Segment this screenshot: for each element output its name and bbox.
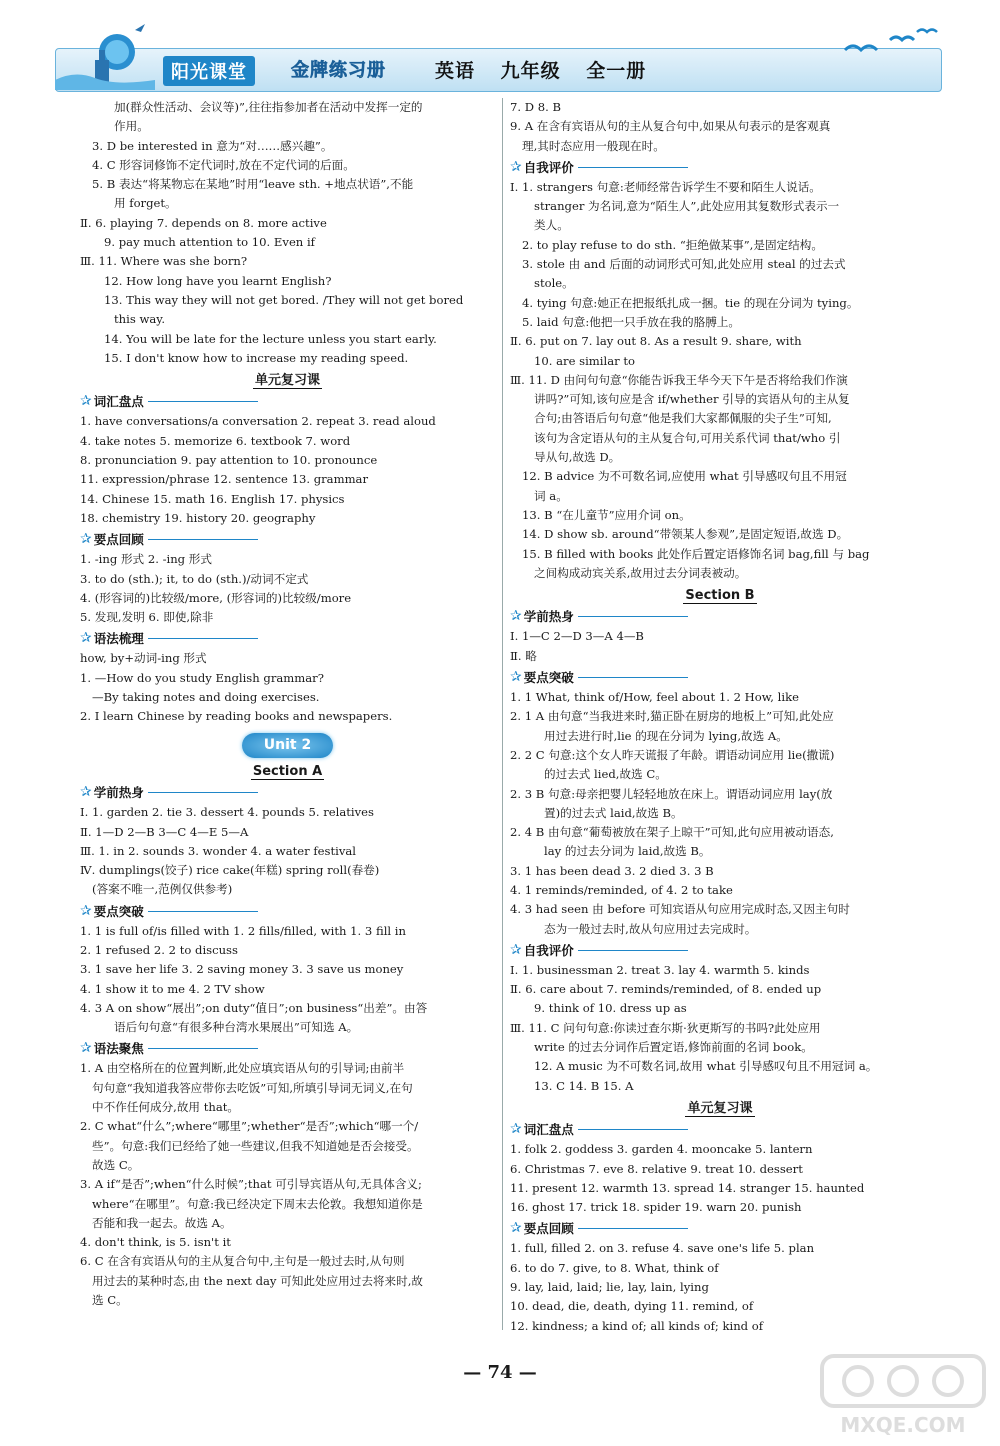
section-heading-label: 语法聚焦 xyxy=(93,1041,144,1057)
answer-line: how, by+动词-ing 形式 xyxy=(80,651,207,666)
answer-line: 1. have conversations/a conversation 2. repeat 3. read aloud xyxy=(80,414,436,429)
answer-line: 2. 4 B 由句意“葡萄被放在架子上晾干”可知,此句应用被动语态, xyxy=(510,825,834,840)
star-icon: ✰ xyxy=(510,158,522,175)
answer-line: 6. Christmas 7. eve 8. relative 9. treat 10. dessert xyxy=(510,1161,803,1176)
answer-line: 2. to play refuse to do sth. “拒绝做某事”,是固定结构。 xyxy=(522,237,823,252)
section-heading xyxy=(80,392,495,411)
answer-line: 5. B 表达“将某物忘在某地”时用“leave sth. +地点状语”,不能 xyxy=(92,177,414,192)
subsection-title xyxy=(80,371,495,390)
section-heading-label: 自我评价 xyxy=(523,942,574,958)
answer-line: 3. 1 save her life 3. 2 saving money 3. 3 save us money xyxy=(80,962,404,977)
unit-badge xyxy=(80,733,495,758)
answer-line: 作用。 xyxy=(114,119,149,134)
answer-line: 5. 发现,发明 6. 即使,除非 xyxy=(80,610,214,625)
answer-line: 合句;由答语后句句意“他是我们大家都佩服的尖子生”可知, xyxy=(534,411,832,426)
answer-line: 用过去的某种时态,由 the next day 可知此处应用过去将来时,故 xyxy=(92,1273,423,1288)
watermark-logo-icon xyxy=(818,1352,988,1438)
answer-line: Ⅱ. 1—D 2—B 3—C 4—E 5—A xyxy=(80,824,249,839)
answer-line: 8. pronunciation 9. pay attention to 10. pronounce xyxy=(80,453,378,468)
answer-line: 13. This way they will not get bored. /They will not get bored xyxy=(104,292,464,307)
answer-line: Ⅲ. 11. C 问句句意:你读过查尔斯·狄更斯写的书吗?此处应用 xyxy=(510,1020,821,1035)
answer-line: 9. pay much attention to 10. Even if xyxy=(104,235,315,250)
star-icon: ✰ xyxy=(80,784,92,801)
lighthouse-illustration-icon xyxy=(55,20,155,90)
page-number: — 74 — xyxy=(463,1362,537,1383)
answer-line: 态为一般过去时,故从句应用过去完成时。 xyxy=(544,921,757,936)
subsection-title-label: Section A xyxy=(252,763,323,779)
answer-line: 故选 C。 xyxy=(92,1157,140,1172)
answer-line: Ⅰ. 1. businessman 2. treat 3. lay 4. warmth 5. kinds xyxy=(510,962,810,977)
subsection-title xyxy=(80,762,495,781)
answer-line: 选 C。 xyxy=(92,1293,128,1308)
answer-line: 4. C 形容词修饰不定代词时,放在不定代词的后面。 xyxy=(92,157,355,172)
section-heading xyxy=(80,629,495,648)
answer-line: 16. ghost 17. trick 18. spider 19. warn 20. punish xyxy=(510,1200,802,1215)
answer-line: Ⅳ. dumplings(饺子) rice cake(年糕) spring roll(春卷) xyxy=(80,863,380,878)
section-heading xyxy=(510,158,930,177)
heading-underline xyxy=(578,167,688,168)
answer-line: 3. 1 has been dead 3. 2 died 3. 3 B xyxy=(510,863,714,878)
section-heading-label: 要点突破 xyxy=(523,669,574,685)
answer-line: 句句意“我知道我答应带你去吃饭”可知,所填引导词无词义,在句 xyxy=(92,1080,413,1095)
column-divider xyxy=(502,98,503,1330)
heading-underline xyxy=(148,911,258,912)
right-column xyxy=(510,98,930,1336)
answer-line: stranger 为名词,意为“陌生人”,此处应用其复数形式表示一 xyxy=(534,199,840,214)
answer-line: Ⅱ. 6. put on 7. lay out 8. As a result 9. share, with xyxy=(510,334,802,349)
section-heading-label: 词汇盘点 xyxy=(93,394,144,410)
brand-name: 阳光课堂 xyxy=(163,56,255,86)
star-icon: ✰ xyxy=(510,1121,522,1138)
answer-line: 12. A music 为不可数名词,故用 what 引导感叹句且不用冠词 a。 xyxy=(534,1059,878,1074)
section-heading-label: 要点回顾 xyxy=(93,532,144,548)
answer-line: 的过去式 lied,故选 C。 xyxy=(544,767,667,782)
answer-line: 9. lay, laid, laid; lie, lay, lain, lying xyxy=(510,1280,709,1295)
star-icon: ✰ xyxy=(510,608,522,625)
answer-line: Ⅲ. 11. Where was she born? xyxy=(80,254,248,269)
answer-line: 7. D 8. B xyxy=(510,100,561,114)
subsection-title-label: 单元复习课 xyxy=(687,1100,753,1116)
unit-badge-label: Unit 2 xyxy=(242,733,333,758)
star-icon: ✰ xyxy=(510,941,522,958)
answer-line: 14. You will be late for the lecture unless you start early. xyxy=(104,331,437,346)
left-column xyxy=(80,98,495,1310)
answer-line: 该句为含定语从句的主从复合句,可用关系代词 that/who 引 xyxy=(534,430,841,445)
answer-line: Ⅰ. 1. garden 2. tie 3. dessert 4. pounds 5. relatives xyxy=(80,805,374,820)
answer-line: 11. present 12. warmth 13. spread 14. stranger 15. haunted xyxy=(510,1180,865,1195)
star-icon: ✰ xyxy=(80,902,92,919)
subsection-title xyxy=(510,1099,930,1118)
answer-line: 3. D be interested in 意为“对……感兴趣”。 xyxy=(92,138,333,153)
star-icon: ✰ xyxy=(80,393,92,410)
section-heading xyxy=(510,668,930,687)
answer-line: 3. to do (sth.); it, to do (sth.)/动词不定式 xyxy=(80,571,309,586)
section-heading-label: 学前热身 xyxy=(93,785,144,801)
star-icon: ✰ xyxy=(510,668,522,685)
answer-line: Ⅰ. 1—C 2—D 3—A 4—B xyxy=(510,629,644,644)
answer-line: 4. 1 reminds/reminded, of 4. 2 to take xyxy=(510,882,733,897)
heading-underline xyxy=(148,638,258,639)
heading-underline xyxy=(578,677,688,678)
answer-line: 用 forget。 xyxy=(114,196,177,211)
answer-line: 讲吗?”可知,该句应是含 if/whether 引导的宾语从句的主从复 xyxy=(534,392,850,407)
heading-underline xyxy=(148,539,258,540)
heading-underline xyxy=(578,1129,688,1130)
answer-line: 1. 1 is full of/is filled with 1. 2 fills/filled, with 1. 3 fill in xyxy=(80,923,406,938)
subsection-title-label: 单元复习课 xyxy=(254,373,320,389)
answer-line: 1. full, filled 2. on 3. refuse 4. save one's life 5. plan xyxy=(510,1241,815,1256)
section-heading-label: 要点突破 xyxy=(93,903,144,919)
section-heading-label: 语法梳理 xyxy=(93,631,144,647)
star-icon: ✰ xyxy=(80,531,92,548)
answer-line: 9. A 在含有宾语从句的主从复合句中,如果从句表示的是客观真 xyxy=(510,119,831,134)
heading-underline xyxy=(578,950,688,951)
answer-line: 中不作任何成分,故用 that。 xyxy=(92,1100,240,1115)
answer-line: 些”。句意:我们已经给了她一些建议,但我不知道她是否会接受。 xyxy=(92,1138,419,1153)
answer-line: 4. 1 show it to me 4. 2 TV show xyxy=(80,981,265,996)
star-icon: ✰ xyxy=(510,1220,522,1237)
answer-line: 词 a。 xyxy=(534,488,568,503)
answer-line: 18. chemistry 19. history 20. geography xyxy=(80,510,316,525)
section-heading xyxy=(80,902,495,921)
answer-line: 13. B “在儿童节”应用介词 on。 xyxy=(522,507,691,522)
answer-line: 3. A if“是否”;when“什么时候”;that 可引导宾语从句,无具体含义; xyxy=(80,1177,422,1192)
answer-line: 类人。 xyxy=(534,218,569,233)
answer-line: 4. (形容词的)比较级/more, (形容词的)比较级/more xyxy=(80,590,352,605)
section-heading xyxy=(80,783,495,802)
answer-line: 2. C what“什么”;where“哪里”;whether“是否”;which“哪一个/ xyxy=(80,1119,419,1134)
answer-line: 4. 3 A on show“展出”;on duty“值日”;on business“出差”。由答 xyxy=(80,1000,428,1015)
heading-underline xyxy=(148,401,258,402)
answer-line: 2. I learn Chinese by reading books and newspapers. xyxy=(80,709,393,724)
answer-line: 14. Chinese 15. math 16. English 17. physics xyxy=(80,491,345,506)
answer-line: Ⅱ. 略 xyxy=(510,648,537,663)
section-heading xyxy=(80,1039,495,1058)
answer-line: 14. D show sb. around“带领某人参观”,是固定短语,故选 D。 xyxy=(522,527,849,542)
answer-line: 2. 2 C 句意:这个女人昨天谎报了年龄。谓语动词应用 lie(撒谎) xyxy=(510,747,835,762)
answer-line: 1. folk 2. goddess 3. garden 4. mooncake 5. lantern xyxy=(510,1142,813,1157)
heading-underline xyxy=(578,616,688,617)
watermark-text: MXQE.COM xyxy=(840,1413,966,1437)
answer-line: 1. A 由空格所在的位置判断,此处应填宾语从句的引导词;由前半 xyxy=(80,1061,405,1076)
answer-line: 置)的过去式 laid,故选 B。 xyxy=(544,805,683,820)
heading-underline xyxy=(148,1048,258,1049)
subsection-title xyxy=(510,586,930,605)
section-heading-label: 词汇盘点 xyxy=(523,1122,574,1138)
answer-line: 12. B advice 为不可数名词,应使用 what 引导感叹句且不用冠 xyxy=(522,469,847,484)
answer-line: 6. C 在含有宾语从句的主从复合句中,主句是一般过去时,从句则 xyxy=(80,1254,405,1269)
book-title: 英语 九年级 全一册 xyxy=(435,60,647,82)
section-heading xyxy=(510,941,930,960)
answer-line: Ⅲ. 11. D 由问句句意“你能告诉我王华今天下午是否将给我们作演 xyxy=(510,372,848,387)
answer-line: 理,其时态应用一般现在时。 xyxy=(522,138,665,153)
answer-line: 3. stole 由 and 后面的动词形式可知,此处应用 steal 的过去式 xyxy=(522,257,846,272)
section-heading xyxy=(80,530,495,549)
answer-line: 语后句句意“有很多种台湾水果展出”可知选 A。 xyxy=(114,1020,359,1035)
answer-line: 1. -ing 形式 2. -ing 形式 xyxy=(80,552,212,567)
answer-line: 4. don't think, is 5. isn't it xyxy=(80,1235,231,1250)
answer-line: 之间构成动宾关系,故用过去分词表被动。 xyxy=(534,565,747,580)
answer-line: 11. expression/phrase 12. sentence 13. grammar xyxy=(80,472,369,487)
section-heading-label: 要点回顾 xyxy=(523,1221,574,1237)
section-heading-label: 学前热身 xyxy=(523,609,574,625)
heading-underline xyxy=(148,792,258,793)
answer-line: 2. 1 refused 2. 2 to discuss xyxy=(80,942,238,957)
answer-line: 加(群众性活动、会议等)”,往往指参加者在活动中发挥一定的 xyxy=(114,100,423,114)
section-heading xyxy=(510,1120,930,1139)
birds-icon xyxy=(835,20,945,60)
answer-line: where“在哪里”。句意:我已经决定下周末去伦敦。我想知道你是 xyxy=(92,1196,423,1211)
answer-line: stole。 xyxy=(534,276,574,291)
answer-line: 12. How long have you learnt English? xyxy=(104,273,332,288)
answer-line: lay 的过去分词为 laid,故选 B。 xyxy=(544,844,711,859)
answer-line: this way. xyxy=(114,312,165,327)
star-icon: ✰ xyxy=(80,630,92,647)
answer-line: 4. 3 had seen 由 before 可知宾语从句应用完成时态,又因主句时 xyxy=(510,902,850,917)
answer-line: 1. —How do you study English grammar? xyxy=(80,670,324,685)
star-icon: ✰ xyxy=(80,1040,92,1057)
subsection-title-label: Section B xyxy=(685,588,755,604)
answer-line: 13. C 14. B 15. A xyxy=(534,1078,634,1093)
answer-line: 12. kindness; a kind of; all kinds of; kind of xyxy=(510,1318,764,1333)
answer-line: —By taking notes and doing exercises. xyxy=(92,690,320,705)
answer-line: 2. 1 A 由句意“当我进来时,猫正卧在厨房的地板上”可知,此处应 xyxy=(510,709,834,724)
answer-line: Ⅱ. 6. care about 7. reminds/reminded, of 8. ended up xyxy=(510,982,822,997)
answer-line: 10. dead, die, death, dying 11. remind, of xyxy=(510,1299,754,1314)
answer-line: Ⅲ. 1. in 2. sounds 3. wonder 4. a water festival xyxy=(80,843,357,858)
answer-line: 用过去进行时,lie 的现在分词为 lying,故选 A。 xyxy=(544,728,788,743)
answer-line: write 的过去分词作后置定语,修饰前面的名词 book。 xyxy=(534,1040,813,1055)
section-heading xyxy=(510,607,930,626)
brand-subtitle: 金牌练习册 xyxy=(291,60,386,81)
answer-line: 4. tying 句意:她正在把报纸扎成一捆。tie 的现在分词为 tying。 xyxy=(522,295,859,310)
answer-line: 6. to do 7. give, to 8. What, think of xyxy=(510,1260,719,1275)
answer-line: Ⅰ. 1. strangers 句意:老师经常告诉学生不要和陌生人说话。 xyxy=(510,179,821,194)
answer-line: 导从句,故选 D。 xyxy=(534,450,621,465)
answer-line: 15. B filled with books 此处作后置定语修饰名词 bag,fill 与 bag xyxy=(522,546,870,561)
answer-line: 9. think of 10. dress up as xyxy=(534,1001,687,1016)
section-heading xyxy=(510,1219,930,1238)
answer-line: 10. are similar to xyxy=(534,353,635,368)
answer-line: 15. I don't know how to increase my reading speed. xyxy=(104,350,409,365)
answer-line: (答案不唯一,范例仅供参考) xyxy=(92,882,233,897)
header-banner xyxy=(55,20,945,90)
answer-line: 否能和我一起去。故选 A。 xyxy=(92,1215,232,1230)
answer-line: 5. laid 句意:他把一只手放在我的胳膊上。 xyxy=(522,314,740,329)
answer-line: 4. take notes 5. memorize 6. textbook 7. word xyxy=(80,433,351,448)
answer-line: 2. 3 B 句意:母亲把婴儿轻轻地放在床上。谓语动词应用 lay(放 xyxy=(510,786,833,801)
answer-line: 1. 1 What, think of/How, feel about 1. 2 How, like xyxy=(510,690,799,705)
section-heading-label: 自我评价 xyxy=(523,159,574,175)
heading-underline xyxy=(578,1228,688,1229)
answer-line: Ⅱ. 6. playing 7. depends on 8. more active xyxy=(80,215,327,230)
